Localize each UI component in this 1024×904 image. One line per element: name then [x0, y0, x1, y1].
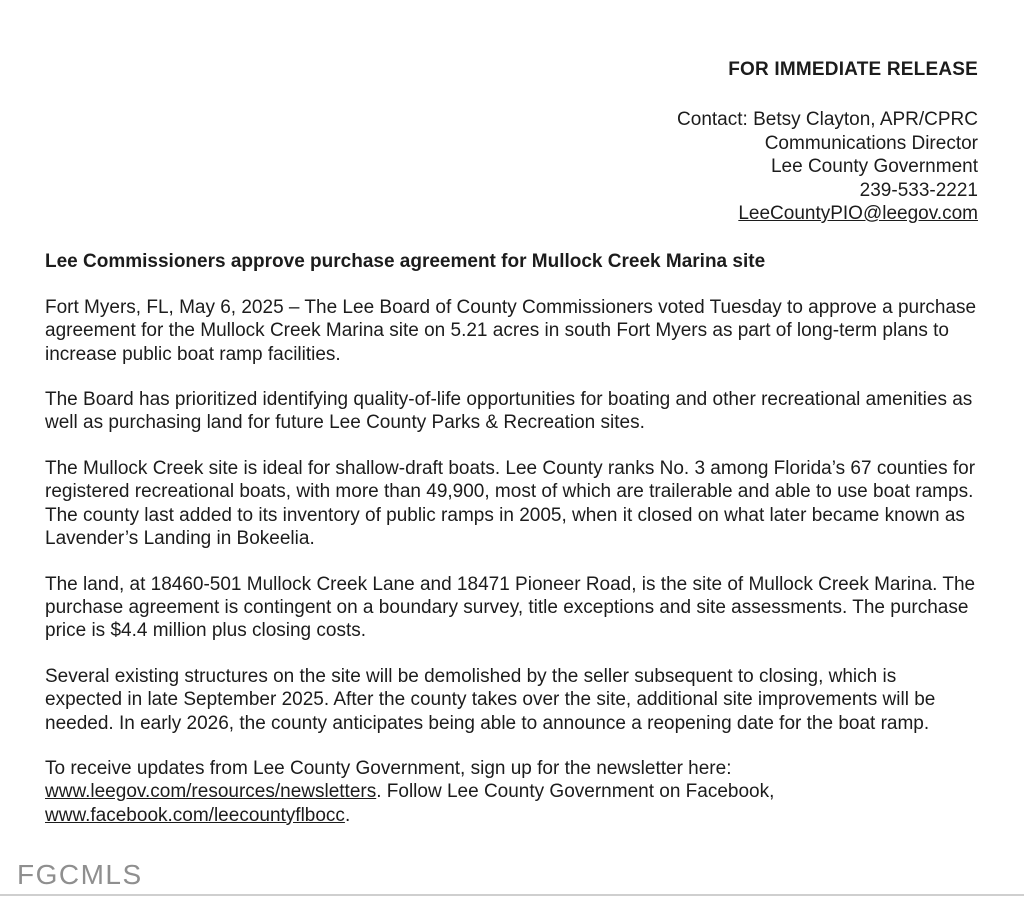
contact-name: Contact: Betsy Clayton, APR/CPRC	[677, 109, 978, 131]
paragraph-dateline: Fort Myers, FL, May 6, 2025 – The Lee Board of County Commissioners voted Tuesday to approve a purchase agreement for the Mullock Creek Marina site on 5.21 acres in south Fort Myers as part of long-term plans to increase public boat ramp facilities.	[45, 296, 977, 365]
newsletter-link[interactable]: www.leegov.com/resources/newsletters	[45, 781, 377, 803]
closing-text-3: .	[344, 804, 351, 826]
facebook-link[interactable]: www.facebook.com/leecountyflbocc	[45, 804, 345, 826]
closing-text-2: . Follow Lee County Government on Facebook,	[376, 781, 775, 803]
paragraph-land-purchase: The land, at 18460-501 Mullock Creek Lane and 18471 Pioneer Road, is the site of Mullock Creek Marina. The purchase agreement is contingent on a boundary survey, title exceptions and site assessments. The purchase price is $4.4 million plus closing costs.	[45, 573, 976, 642]
release-banner: FOR IMMEDIATE RELEASE	[728, 59, 978, 80]
bottom-divider	[0, 894, 1024, 896]
headline: Lee Commissioners approve purchase agreement for Mullock Creek Marina site	[45, 251, 766, 273]
watermark: FGCMLS	[17, 859, 143, 890]
contact-email-link[interactable]: LeeCountyPIO@leegov.com	[738, 203, 978, 225]
paragraph-site-details: The Mullock Creek site is ideal for shallow-draft boats. Lee County ranks No. 3 among Florida’s 67 counties for registered recreational boats, with more than 49,900, most of which are trailerable and able to use boat ramps. The county last added to its inventory of public ramps in 2005, when it closed on what later became known as Lavender’s Landing in Bokeelia.	[45, 457, 976, 550]
closing-text-1: To receive updates from Lee County Government, sign up for the newsletter here:	[45, 757, 732, 779]
contact-phone: 239-533-2221	[859, 179, 978, 201]
paragraph-demolition-timeline: Several existing structures on the site will be demolished by the seller subsequent to closing, which is expected in late September 2025. After the county takes over the site, additional site improvements will be needed. In early 2026, the county anticipates being able to announce a reopening date for the boat ramp.	[45, 665, 936, 734]
contact-title: Communications Director	[764, 132, 978, 154]
paragraph-closing	[45, 757, 978, 827]
contact-block	[45, 108, 978, 225]
paragraph-priorities: The Board has prioritized identifying quality-of-life opportunities for boating and other recreational amenities as well as purchasing land for future Lee County Parks & Recreation sites.	[45, 389, 973, 434]
contact-organization: Lee County Government	[770, 156, 978, 178]
